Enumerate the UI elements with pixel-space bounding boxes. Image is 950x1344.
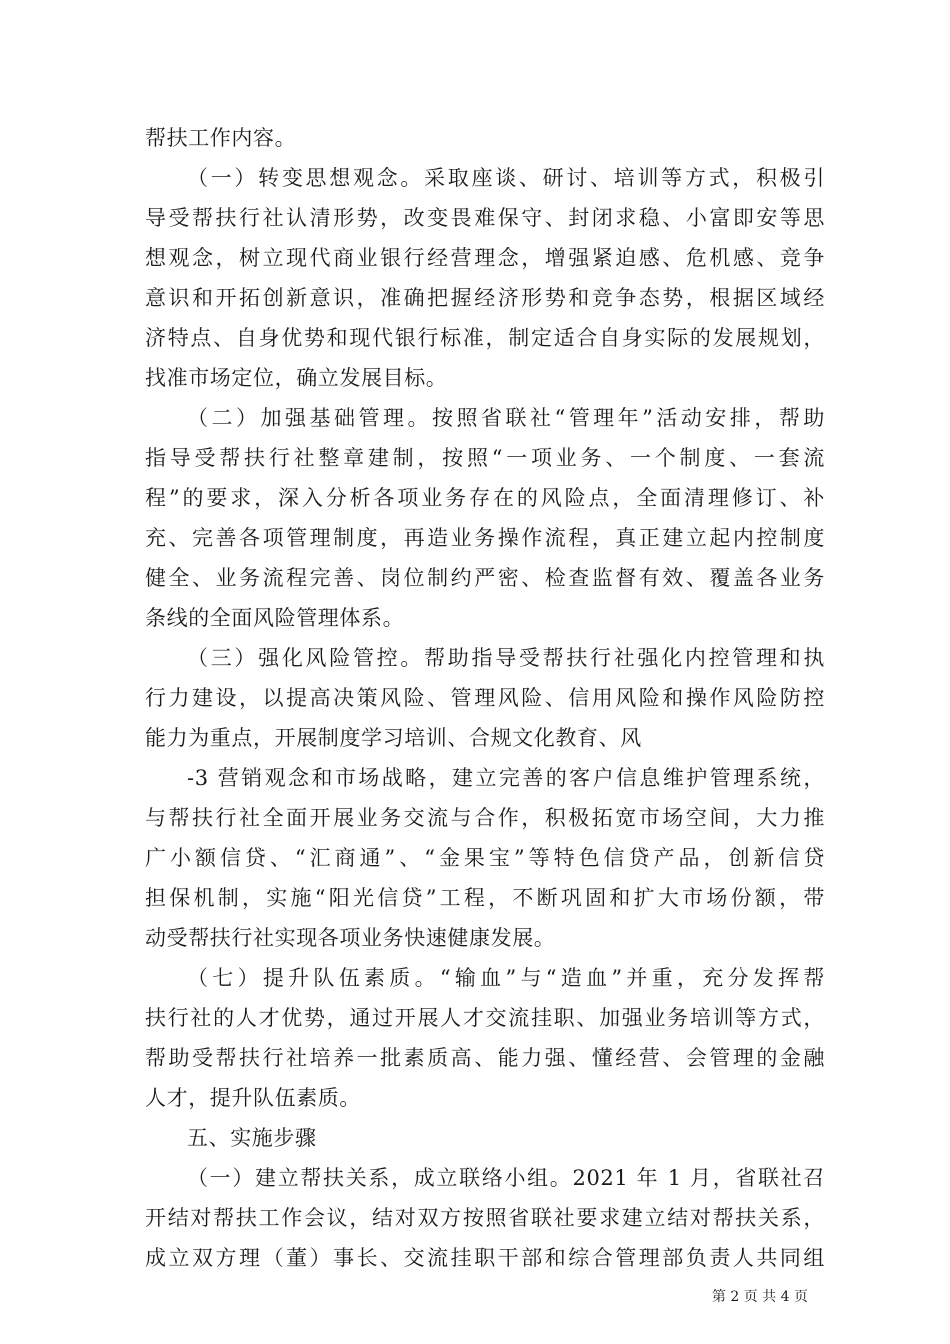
text-line: 动受帮扶行社实现各项业务快速健康发展。 — [145, 926, 556, 950]
text-line: 健全、业务流程完善、岗位制约严密、检查监督有效、覆盖各业务 — [145, 566, 825, 590]
text-line: 行力建设，以提高决策风险、管理风险、信用风险和操作风险防控 — [145, 686, 825, 710]
section-heading: 五、实施步骤 — [187, 1126, 317, 1150]
paragraph-start-line: （三）强化风险管控。帮助指导受帮扶行社强化内控管理和执 — [187, 646, 825, 670]
text-line: 开结对帮扶工作会议，结对双方按照省联社要求建立结对帮扶关系， — [145, 1206, 825, 1230]
text-line: 意识和开拓创新意识，准确把握经济形势和竞争态势，根据区域经 — [145, 286, 825, 310]
text-line: 想观念，树立现代商业银行经营理念，增强紧迫感、危机感、竞争 — [145, 246, 825, 270]
text-line: 条线的全面风险管理体系。 — [145, 606, 405, 630]
text-line: 济特点、自身优势和现代银行标准，制定适合自身实际的发展规划， — [145, 326, 825, 350]
paragraph-start-line: -3 营销观念和市场战略，建立完善的客户信息维护管理系统， — [187, 766, 825, 790]
text-line: 广小额信贷、“汇商通”、“金果宝”等特色信贷产品，创新信贷 — [145, 846, 825, 870]
paragraph-start-line: （二）加强基础管理。按照省联社“管理年”活动安排，帮助 — [187, 406, 825, 430]
text-line: 导受帮扶行社认清形势，改变畏难保守、封闭求稳、小富即安等思 — [145, 206, 825, 230]
text-line: 与帮扶行社全面开展业务交流与合作，积极拓宽市场空间，大力推 — [145, 806, 825, 830]
text-line: 帮助受帮扶行社培养一批素质高、能力强、懂经营、会管理的金融 — [145, 1046, 825, 1070]
text-line: 帮扶工作内容。 — [145, 126, 297, 150]
paragraph-start-line: （七）提升队伍素质。“输血”与“造血”并重，充分发挥帮 — [187, 966, 825, 990]
paragraph-start-line: （一）转变思想观念。采取座谈、研讨、培训等方式，积极引 — [187, 166, 825, 190]
text-line: 程”的要求，深入分析各项业务存在的风险点，全面清理修订、补 — [145, 486, 825, 510]
text-line: 扶行社的人才优势，通过开展人才交流挂职、加强业务培训等方式， — [145, 1006, 825, 1030]
page-number-footer: 第 2 页 共 4 页 — [711, 1289, 808, 1305]
text-line: 人才，提升队伍素质。 — [145, 1086, 361, 1110]
text-line: 指导受帮扶行社整章建制，按照“一项业务、一个制度、一套流 — [145, 446, 825, 470]
text-line: 能力为重点，开展制度学习培训、合规文化教育、风 — [145, 726, 642, 750]
text-line: 找准市场定位，确立发展目标。 — [145, 366, 448, 390]
text-line: 担保机制，实施“阳光信贷”工程，不断巩固和扩大市场份额，带 — [145, 886, 825, 910]
text-line: 充、完善各项管理制度，再造业务操作流程，真正建立起内控制度 — [145, 526, 825, 550]
text-line: 成立双方理（董）事长、交流挂职干部和综合管理部负责人共同组 — [145, 1246, 825, 1270]
paragraph-start-line: （一）建立帮扶关系，成立联络小组。2021 年 1 月，省联社召 — [187, 1166, 825, 1190]
